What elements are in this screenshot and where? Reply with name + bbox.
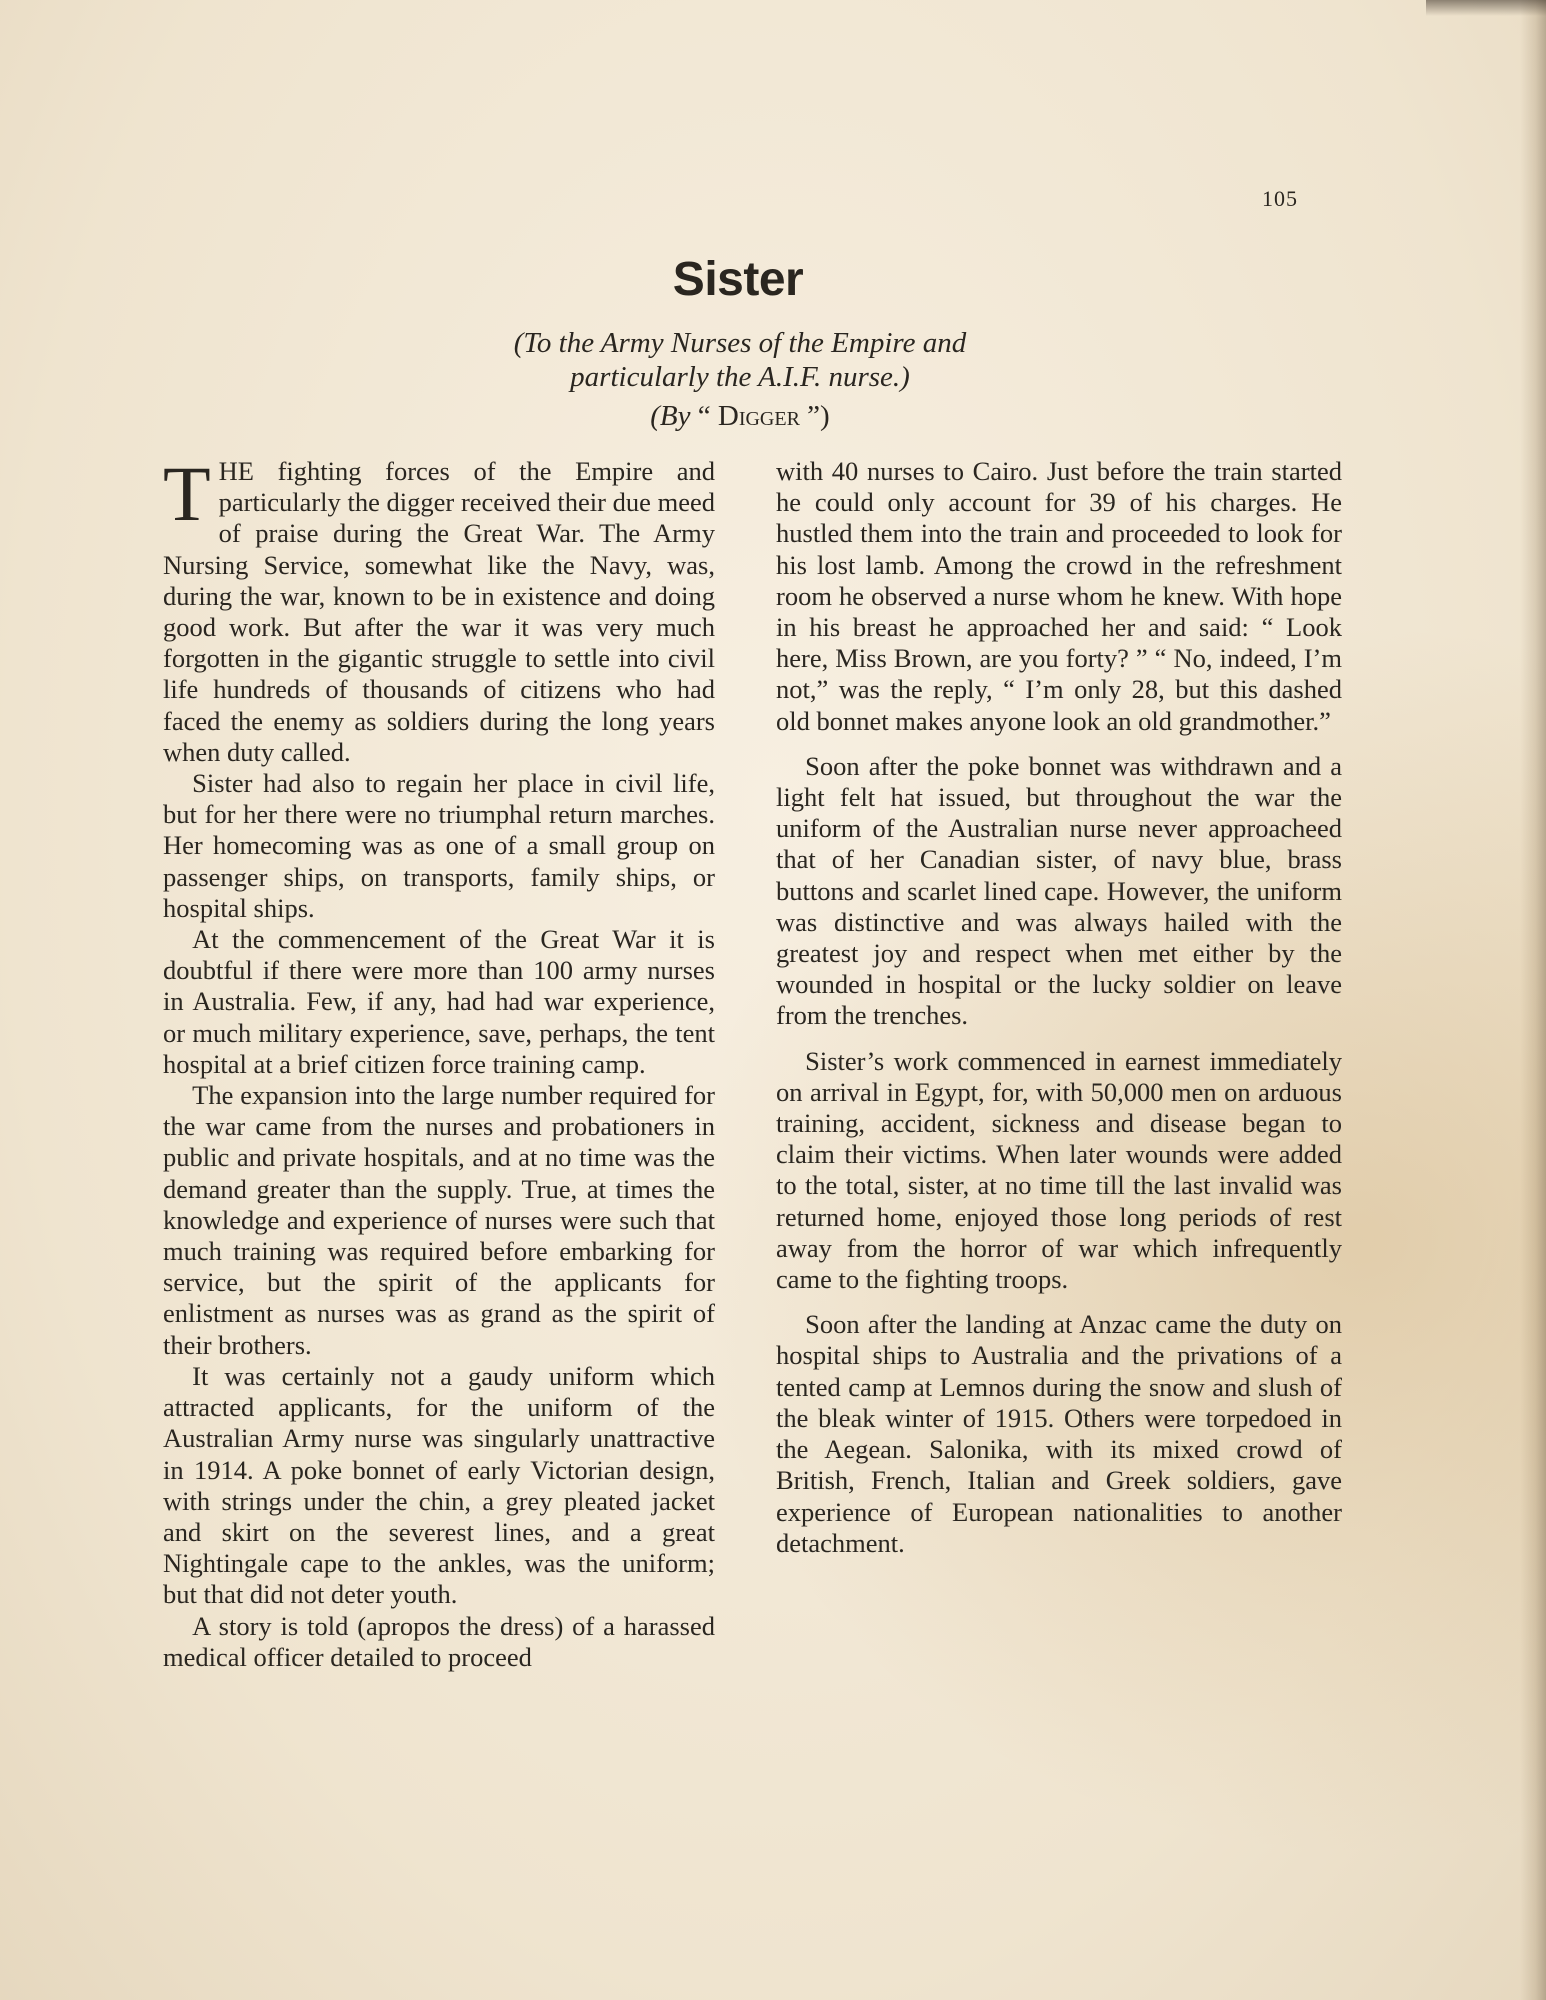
right-paragraph-4: Soon after the landing at Anzac came the duty on hospital ships to Australia and the privations of a tented camp at Lemnos during the snow and slush of the bleak winter of 1915. Others were torpedoed in the Aegean. Salonika, with its mixed crowd of British, French, Italian and Greek soldiers, gave experience of European nationalities to another detachment. [776, 1309, 1342, 1558]
article-title: Sister [672, 253, 804, 306]
opening-caps: HE [218, 456, 254, 486]
page-edge-shadow [1520, 0, 1546, 2000]
byline-author: “ Digger ”) [697, 400, 830, 432]
left-column [163, 450, 715, 1673]
page-number: 105 [1262, 186, 1298, 211]
right-paragraph-1: with 40 nurses to Cairo. Just before the train started he could only account for 39 of his charges. He hustled them into the train and proceeded to look for his lost lamb. Among the crowd in the refreshment room he observed a nurse whom he knew. With hope in his breast he approached her and said: “ Look here, Miss Brown, are you forty? ” “ No, indeed, I’m not,” was the reply, “ I’m only 28, but this dashed old bonnet makes anyone look an old grandmother.” [776, 456, 1342, 736]
article-subtitle [420, 326, 1060, 394]
page-top-edge-shadow [1426, 0, 1546, 16]
right-paragraph-3: Sister’s work commenced in earnest immediately on arrival in Egypt, for, with 50,000 men on arduous training, accident, sickness and disease began to claim their victims. When later wounds were added to the total, sister, at no time till the last invalid was returned home, enjoyed those long periods of rest away from the horror of war which infrequently came to the fighting troops. [776, 1045, 1342, 1295]
drop-cap: T [163, 450, 211, 537]
left-paragraph-5: It was certainly not a gaudy uniform which attracted applicants, for the uniform of the Australian Army nurse was singularly unattractive in 1914. A poke bonnet of early Victorian design, with strings under the chin, a grey pleated jacket and skirt on the severest lines, and a great Nightingale cape to the ankles, was the uniform; but that did not deter youth. [163, 1360, 715, 1610]
subtitle-line-2: particularly the A.I.F. nurse.) [570, 361, 910, 393]
left-paragraph-2: Sister had also to regain her place in civil life, but for her there were no triumphal return marches. Her homecoming was as one of a small group on passenger ships, on transports, family ships, or hospital ships. [163, 768, 715, 923]
right-column [776, 456, 1342, 1559]
left-paragraph-3: At the commencement of the Great War it is doubtful if there were more than 100 army nurses in Australia. Few, if any, had had war experience, or much military experience, save, perhaps, the tent hospital at a brief citizen force training camp. [163, 924, 715, 1079]
left-paragraph-6: A story is told (apropos the dress) of a harassed medical officer detailed to proceed [163, 1610, 715, 1672]
subtitle-line-1: (To the Army Nurses of the Empire and [513, 327, 967, 359]
byline-by: (By [650, 400, 691, 432]
article-byline [440, 400, 1040, 433]
left-paragraph-1-text: fighting forces of the Empire and particularly the digger received their due meed of praise during the Great War. The Army Nursing Service, somewhat like the Navy, was, during the war, known to be in existence and doing good work. But after the war it was very much forgotten in the gigantic struggle to settle into civil life hundreds of thousands of citizens who had faced the enemy as soldiers during the long years when duty called. [163, 456, 715, 767]
left-paragraph-1 [163, 450, 715, 768]
left-paragraph-4: The expansion into the large number required for the war came from the nurses and probationers in public and private hospitals, and at no time was the demand greater than the supply. True, at times the knowledge and experience of nurses were such that much training was required before embarking for service, but the spirit of the applicants for enlistment as nurses was as grand as the spirit of their brothers. [163, 1080, 715, 1360]
right-paragraph-2: Soon after the poke bonnet was withdrawn and a light felt hat issued, but throughout the war the uniform of the Australian nurse never approacheed that of her Canadian sister, of navy blue, brass buttons and scarlet lined cape. However, the uniform was distinctive and was always hailed with the greatest joy and respect when met either by the wounded in hospital or the lucky soldier on leave from the trenches. [776, 750, 1342, 1031]
